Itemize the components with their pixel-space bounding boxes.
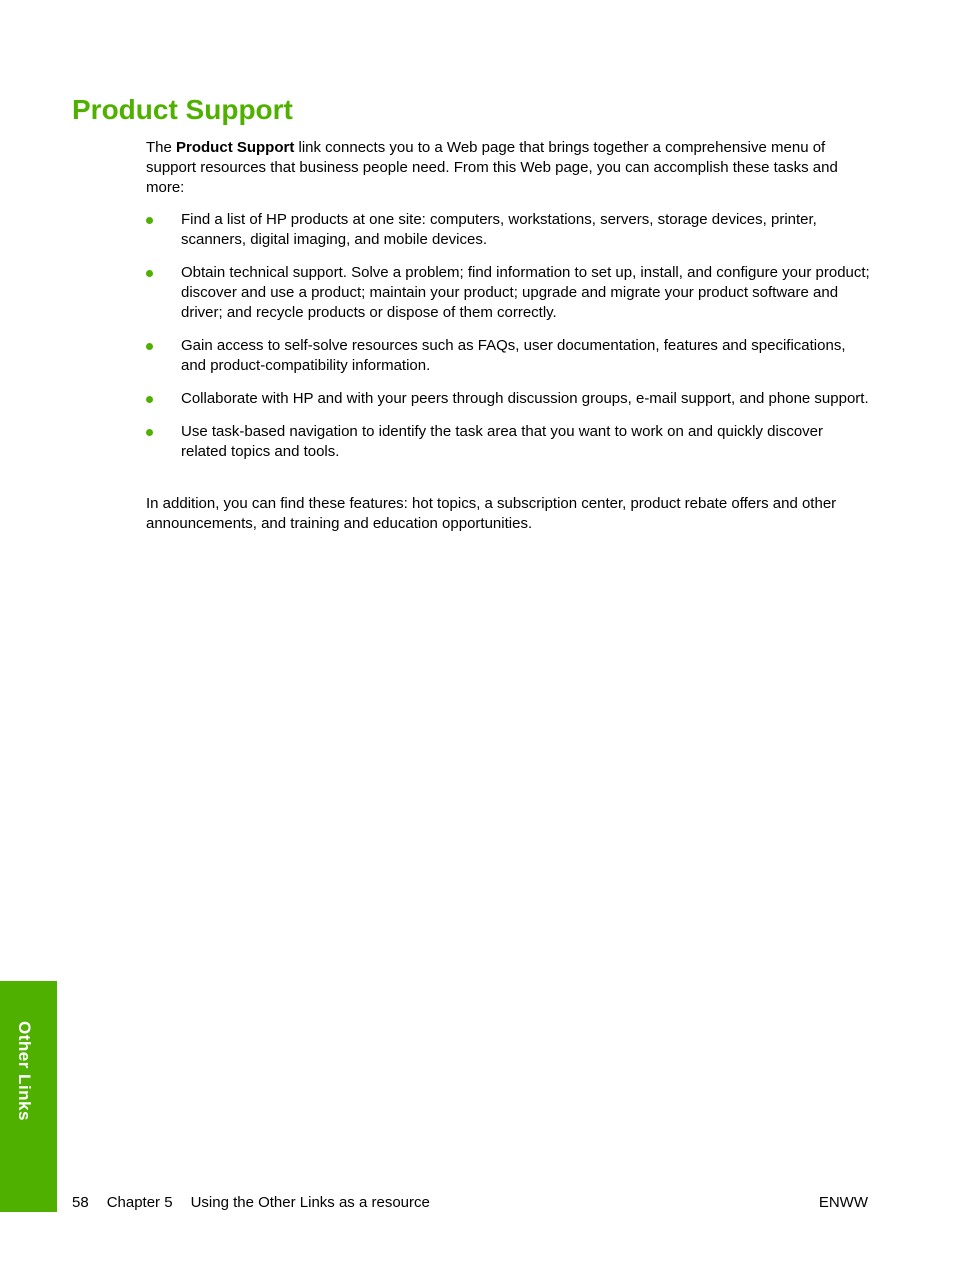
page-number: 58 — [72, 1194, 89, 1211]
footer-chapter: Chapter 5 — [106, 1194, 173, 1211]
bullet-icon — [146, 270, 153, 277]
list-item-text: Collaborate with HP and with your peers through discussion groups, e-mail support, and phone support. — [181, 390, 869, 407]
list-item — [146, 210, 872, 250]
footer-left — [72, 1193, 430, 1213]
list-item — [146, 389, 872, 409]
intro-suffix: link connects you to a Web page that brings together a comprehensive menu of support resources that business people need. From this Web page, you can accomplish these tasks and more: — [146, 139, 838, 196]
bullet-icon — [146, 396, 153, 403]
page-footer — [72, 1193, 868, 1213]
list-item-text: Find a list of HP products at one site: computers, workstations, servers, storage devices, printer, scanners, digital imaging, and mobile devices. — [181, 211, 817, 248]
list-item — [146, 263, 872, 323]
side-tab-label: Other Links — [15, 1021, 34, 1121]
list-item-text: Obtain technical support. Solve a problem; find information to set up, install, and configure your product; discover and use a product; maintain your product; upgrade and migrate your product software and driver; and recycle products or dispose of them correctly. — [181, 264, 870, 321]
intro-paragraph — [146, 138, 872, 198]
list-item-text: Gain access to self-solve resources such as FAQs, user documentation, features and specifications, and product-compatibility information. — [181, 337, 846, 374]
footer-right: ENWW — [818, 1194, 868, 1211]
list-item — [146, 422, 872, 462]
closing-paragraph: In addition, you can find these features: hot topics, a subscription center, product rebate offers and other announcements, and training and education opportunities. — [146, 495, 837, 532]
chapter-side-tab — [0, 981, 57, 1212]
list-item — [146, 336, 872, 376]
bullet-icon — [146, 343, 153, 350]
task-list — [146, 210, 872, 475]
footer-chapter-title: Using the Other Links as a resource — [190, 1194, 430, 1211]
product-support-link-name: Product Support — [176, 139, 295, 156]
page-title: Product Support — [72, 94, 293, 125]
bullet-icon — [146, 217, 153, 224]
bullet-icon — [146, 429, 153, 436]
intro-prefix: The — [146, 139, 177, 156]
list-item-text: Use task-based navigation to identify the task area that you want to work on and quickly discover related topics and tools. — [181, 423, 824, 460]
